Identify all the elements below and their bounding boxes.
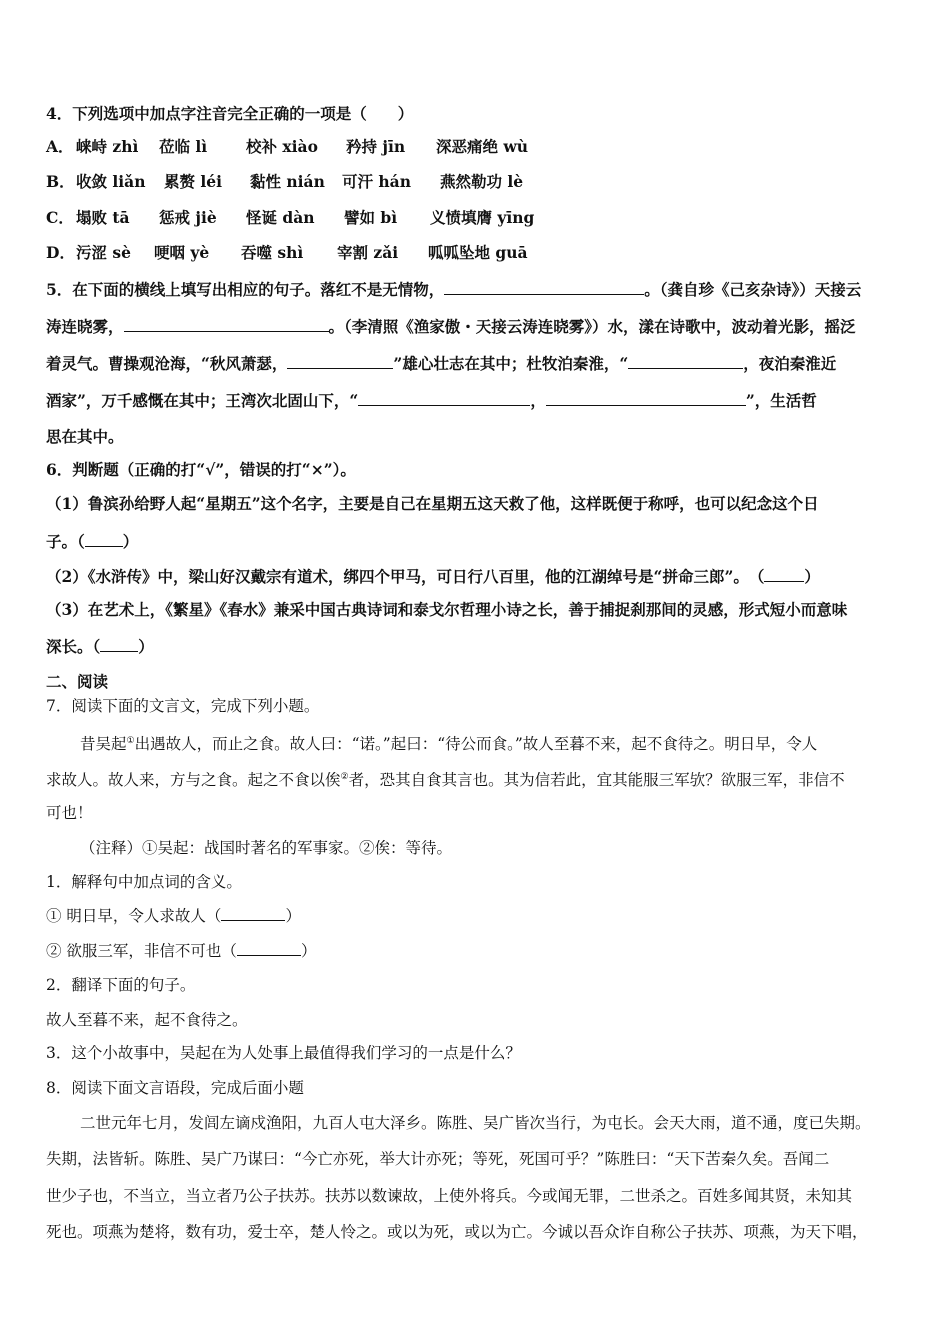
option-item: 怪诞 dàn — [246, 208, 315, 227]
option-item: 宰割 zǎi — [337, 243, 399, 262]
q6-item-1: （1）鲁滨孙给野人起“星期五”这个名字，主要是自己在星期五这天救了他，这样既便于称呼，也可以纪念这个日 — [46, 494, 819, 513]
fill-blank[interactable] — [287, 353, 393, 369]
option-item: 譬如 bì — [344, 208, 398, 227]
answer-blank[interactable] — [85, 531, 123, 547]
option-item: 收敛 liǎn — [76, 172, 146, 191]
option-item: 校补 xiào — [246, 137, 318, 156]
passage-text: 求故人。故人来，方与之食。起之不食以俟 — [46, 771, 341, 790]
q6-item-2 — [46, 566, 820, 587]
answer-blank[interactable] — [100, 636, 138, 652]
sub-text: ） — [300, 942, 317, 960]
option-item: 矜持 jīn — [346, 137, 406, 156]
q8-passage-line-3: 世少子也，不当立，当立者乃公子扶苏。扶苏以数谏故，上使外将兵。今或闻无罪，二世杀之。百姓多闻其贤，未知其 — [46, 1187, 853, 1205]
option-item: 崃峙 zhì — [76, 137, 139, 156]
q8-passage-line-1: 二世元年七月，发闾左谪戍渔阳，九百人屯大泽乡。陈胜、吴广皆次当行，为屯长。会天大雨，道不通，度已失期。 — [80, 1114, 871, 1132]
q5-line-4 — [46, 390, 817, 411]
q4-option-a — [46, 137, 646, 157]
q4-option-d — [46, 243, 646, 263]
q7-passage-line-3: 可也！ — [46, 804, 93, 822]
fill-blank[interactable] — [628, 353, 743, 369]
q5-text: ”雄心壮志在其中；杜牧泊秦淮，“ — [393, 354, 629, 373]
option-item: 累赘 léi — [164, 172, 223, 191]
option-item: 惩戒 jiè — [159, 208, 217, 227]
option-item: 可汗 hán — [342, 172, 411, 191]
q7-sub-2a: 故人至暮不来，起不食待之。 — [46, 1011, 248, 1029]
option-item: 塌败 tā — [76, 208, 130, 227]
q5-text: 5．在下面的横线上填写出相应的句子。落红不是无情物， — [46, 280, 445, 299]
option-item: 莅临 lì — [159, 137, 208, 156]
option-item: 哽咽 yè — [154, 243, 210, 262]
q6-text: （2）《水浒传》中，梁山好汉戴宗有道术，绑四个甲马，可日行八百里，他的江湖绰号是“拼命三郎”。 （ — [46, 567, 765, 586]
q6-stem: 6．判断题（正确的打“√”，错误的打“×”）。 — [46, 460, 356, 479]
q5-text: 着灵气。曹操观沧海，“秋风萧瑟， — [46, 354, 288, 373]
q6-text: ） — [122, 532, 139, 551]
option-item: 黏性 nián — [250, 172, 325, 191]
q7-sub-1b — [46, 940, 316, 961]
passage-text: 者，恐其自食其言也。其为信若此，宜其能服三军欤？欲服三军，非信不 — [348, 771, 845, 790]
q4-option-c — [46, 208, 646, 228]
q7-note: （注释）①吴起：战国时著名的军事家。②俟：等待。 — [80, 839, 453, 857]
q5-text: 酒家”，万千感慨在其中；王湾次北固山下，“ — [46, 391, 359, 410]
q6-text: ） — [138, 637, 154, 656]
option-letter: A． — [46, 137, 74, 156]
section-title: 二、阅读 — [46, 672, 109, 691]
q8-stem: 8．阅读下面文言语段，完成后面小题 — [46, 1079, 304, 1097]
q6-text: 子。（ — [46, 532, 85, 551]
option-letter: C． — [46, 208, 74, 227]
option-item: 义愤填膺 yīng — [430, 208, 535, 227]
q6-item-3: （3）在艺术上，《繁星》《春水》兼采中国古典诗词和泰戈尔哲理小诗之长，善于捕捉刹那间的灵感，形式短小而意味 — [46, 600, 848, 619]
q5-line-5: 思在其中。 — [46, 427, 124, 446]
q4-stem: 4．下列选项中加点字注音完全正确的一项是（ ） — [46, 104, 414, 123]
fill-blank[interactable] — [546, 390, 746, 406]
sub-text: ① 明日早，令人求故人（ — [46, 907, 222, 925]
answer-blank[interactable] — [221, 905, 285, 921]
q6-text: ） — [804, 567, 820, 586]
q7-stem: 7．阅读下面的文言文，完成下列小题。 — [46, 697, 320, 715]
q6-text: 深长。（ — [46, 637, 101, 656]
fill-blank[interactable] — [444, 279, 644, 295]
q8-passage-line-2: 失期，法皆斩。陈胜、吴广乃谋曰：“今亡亦死，举大计亦死；等死，死国可乎？”陈胜曰：“天下苦秦久矣。吾闻二 — [46, 1150, 830, 1168]
option-letter: D． — [46, 243, 75, 262]
q5-text: ”，生活哲 — [745, 391, 817, 410]
q7-sub-2: 2．翻译下面的句子。 — [46, 976, 196, 994]
q5-text: 。（李清照《渔家傲・天接云涛连晓雾》）水，漾在诗歌中，波动着光影，摇泛 — [328, 317, 856, 336]
q5-text: ，夜泊秦淮近 — [743, 354, 837, 373]
passage-text: 出遇故人，而止之食。故人曰：“诺。”起曰：“待公而食。”故人至暮不来，起不食待之。明日早，令人 — [134, 735, 818, 754]
q5-text: 。（龚自珍《己亥杂诗》）天接云 — [644, 280, 862, 299]
answer-blank[interactable] — [237, 940, 301, 956]
option-item: 深恶痛绝 wù — [436, 137, 529, 156]
fill-blank[interactable] — [124, 316, 329, 332]
q5-line-2 — [46, 316, 856, 337]
option-item: 燕然勒功 lè — [440, 172, 524, 191]
q5-line-1 — [46, 279, 861, 300]
q6-item-1-answer — [46, 531, 138, 552]
option-letter: B． — [46, 172, 75, 191]
q7-sub-1a — [46, 905, 301, 926]
q7-passage-line-2 — [46, 767, 845, 790]
option-item: 污涩 sè — [76, 243, 131, 262]
q8-passage-line-4: 死也。项燕为楚将，数有功，爱士卒，楚人怜之。或以为死，或以为亡。今诚以吾众诈自称公子扶苏、项燕，为天下唱， — [46, 1223, 868, 1241]
q7-sub-3: 3．这个小故事中，吴起在为人处事上最值得我们学习的一点是什么？ — [46, 1044, 521, 1062]
q5-text: ， — [530, 391, 546, 410]
option-item: 呱呱坠地 guā — [428, 243, 528, 262]
q7-sub-1: 1．解释句中加点词的含义。 — [46, 873, 242, 891]
q5-line-3 — [46, 353, 836, 374]
passage-text: 昔吴起 — [80, 735, 127, 754]
option-item: 吞噬 shì — [241, 243, 304, 262]
fill-blank[interactable] — [358, 390, 530, 406]
answer-blank[interactable] — [764, 566, 804, 582]
note-marker: ② — [340, 772, 349, 782]
q5-text: 涛连晓雾， — [46, 317, 124, 336]
q4-option-b — [46, 172, 646, 192]
sub-text: ② 欲服三军，非信不可也（ — [46, 942, 237, 960]
q7-passage-line-1 — [80, 731, 817, 754]
note-marker: ① — [126, 736, 135, 746]
q6-item-3-answer — [46, 636, 154, 657]
sub-text: ） — [285, 907, 301, 925]
